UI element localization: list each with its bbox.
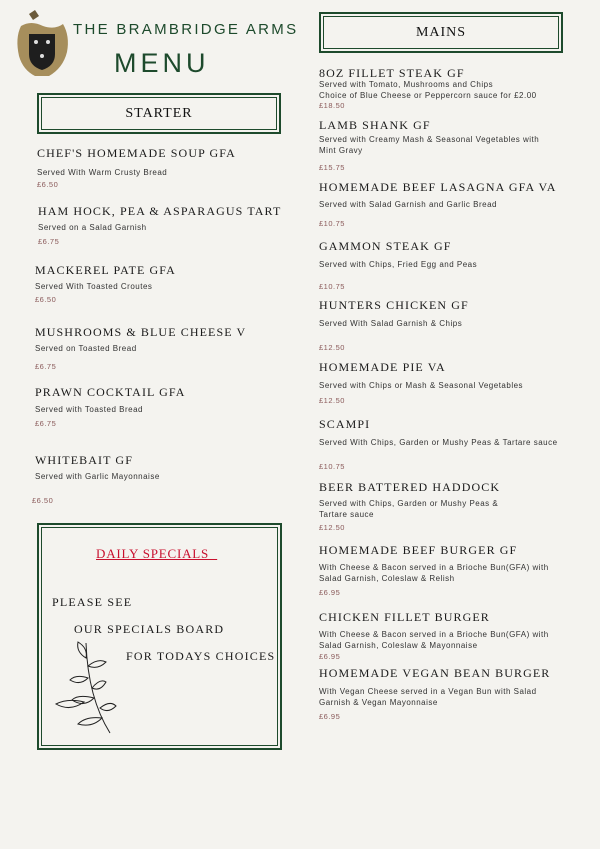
main-item-name: LAMB SHANK GF [319, 118, 431, 132]
main-item-description: Served With Chips, Garden or Mushy Peas & Tartare sauce [319, 438, 558, 447]
main-item-price: £10.75 [319, 462, 345, 471]
main-item-price: £12.50 [319, 523, 345, 532]
main-item-description: With Cheese & Bacon served in a Brioche Bun(GFA) with Salad Garnish, Coleslaw & Relish [319, 563, 549, 583]
main-item-name: GAMMON STEAK GF [319, 239, 452, 253]
starter-item-price: £6.50 [35, 295, 57, 304]
starter-heading: STARTER [41, 97, 277, 130]
main-item-description: Served With Salad Garnish & Chips [319, 319, 463, 328]
specials-line: OUR SPECIALS BOARD [74, 622, 225, 636]
main-item-name: HOMEMADE PIE VA [319, 360, 446, 374]
specials-line: FOR TODAYS CHOICES [126, 649, 276, 663]
main-item-name: HOMEMADE BEEF LASAGNA GFA VA [319, 180, 557, 194]
mains-heading: MAINS [323, 16, 559, 49]
starter-item-description: Served with Toasted Bread [35, 405, 143, 414]
starter-item-description: Served on Toasted Bread [35, 344, 137, 353]
starter-item-name: WHITEBAIT GF [35, 453, 133, 467]
starter-item-price: £6.50 [37, 180, 59, 189]
starter-item-price: £6.75 [38, 237, 60, 246]
starter-item-name: HAM HOCK, PEA & ASPARAGUS TART [38, 204, 282, 218]
main-item-price: £6.95 [319, 588, 341, 597]
main-item-price: £6.95 [319, 712, 341, 721]
starter-heading-box [37, 93, 281, 134]
logo-crest [13, 8, 71, 78]
starter-item-name: CHEF'S HOMEMADE SOUP GFA [37, 146, 236, 160]
main-item-description: Served with Creamy Mash & Seasonal Vegetables with Mint Gravy [319, 135, 540, 155]
main-item-description: With Cheese & Bacon served in a Brioche Bun(GFA) with Salad Garnish, Coleslaw & Mayonnaise [319, 630, 549, 650]
main-item-name: HOMEMADE BEEF BURGER GF [319, 543, 518, 557]
starter-item-price: £6.50 [32, 496, 54, 505]
starter-item-price: £6.75 [35, 362, 57, 371]
main-item-name: 8OZ FILLET STEAK GF [319, 66, 465, 80]
menu-title: MENU [114, 48, 210, 78]
specials-line: PLEASE SEE [52, 595, 133, 609]
daily-specials-box [37, 523, 282, 750]
main-item-price: £10.75 [319, 282, 345, 291]
leaf-branch-icon [48, 638, 118, 743]
main-item-price: £10.75 [319, 219, 345, 228]
main-item-price: £12.50 [319, 396, 345, 405]
main-item-description: Served with Chips or Mash & Seasonal Vegetables [319, 381, 524, 390]
starter-item-description: Served on a Salad Garnish [38, 223, 147, 232]
main-item-description: Served with Tomato, Mushrooms and Chips [319, 80, 494, 89]
mains-heading-box [319, 12, 563, 53]
starter-item-price: £6.75 [35, 419, 57, 428]
starter-item-name: MACKEREL PATE GFA [35, 263, 176, 277]
starter-item-description: Served With Warm Crusty Bread [37, 168, 168, 177]
main-item-price: £12.50 [319, 343, 345, 352]
starter-item-description: Served with Garlic Mayonnaise [35, 472, 160, 481]
starter-item-name: PRAWN COCKTAIL GFA [35, 385, 186, 399]
starter-item-name: MUSHROOMS & BLUE CHEESE V [35, 325, 247, 339]
main-item-description: Served with Salad Garnish and Garlic Bread [319, 200, 497, 209]
starter-item-description: Served With Toasted Croutes [35, 282, 153, 291]
main-item-name: SCAMPI [319, 417, 371, 431]
main-item-name: HUNTERS CHICKEN GF [319, 298, 469, 312]
main-item-price: £18.50 [319, 101, 345, 110]
main-item-name: HOMEMADE VEGAN BEAN BURGER [319, 666, 551, 680]
main-item-price: £6.95 [319, 652, 341, 661]
main-item-description: With Vegan Cheese served in a Vegan Bun with Salad Garnish & Vegan Mayonnaise [319, 687, 537, 707]
main-item-description: Served with Chips, Fried Egg and Peas [319, 260, 478, 269]
main-item-name: BEER BATTERED HADDOCK [319, 480, 501, 494]
main-item-description-extra: Choice of Blue Cheese or Peppercorn sauce for £2.00 [319, 91, 537, 100]
main-item-price: £15.75 [319, 163, 345, 172]
restaurant-name: THE BRAMBRIDGE ARMS [73, 21, 299, 38]
main-item-description: Served with Chips, Garden or Mushy Peas & Tartare sauce [319, 499, 499, 519]
daily-specials-heading: DAILY SPECIALS [96, 546, 218, 561]
main-item-name: CHICKEN FILLET BURGER [319, 610, 490, 624]
